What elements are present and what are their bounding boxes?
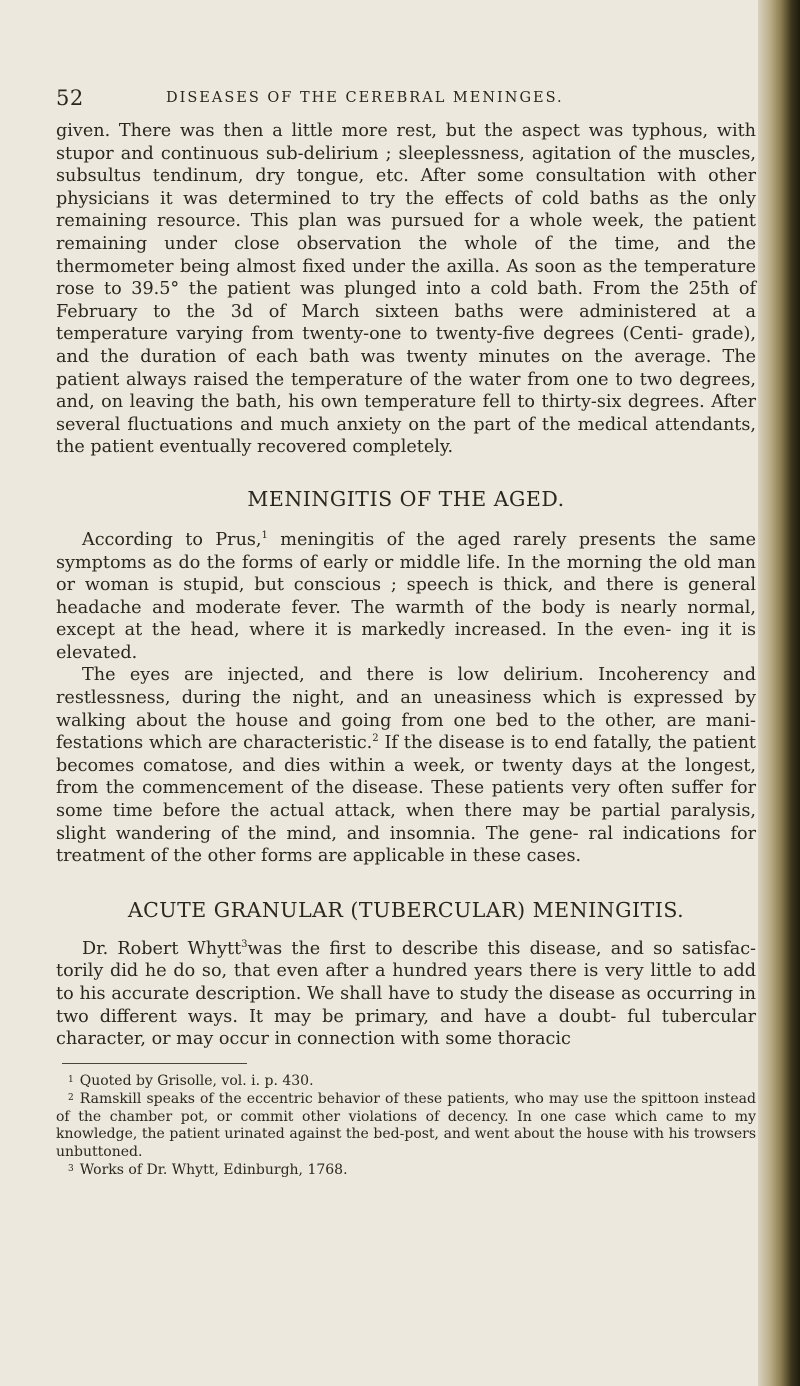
footnote-3: [56, 1161, 756, 1180]
footnote-text: Ramskill speaks of the eccentric behavior of these patients, who may use the spittoon instead of the chamber pot, or commit other violations of decency. In one case which came to my knowledge, the patient urinated against the bed-post, and went about the house with his trowsers unbuttoned.: [56, 1091, 756, 1160]
footnote-1: [56, 1072, 756, 1091]
section-heading-acute: ACUTE GRANULAR (TUBERCULAR) MENINGITIS.: [127, 897, 685, 922]
paragraph-aged-2: [56, 664, 756, 867]
page-number: 52: [56, 86, 84, 110]
running-head: [56, 86, 756, 116]
footnote-ref-1[interactable]: 1: [261, 529, 268, 541]
paragraph-aged-1: [56, 529, 756, 665]
text-segment: The eyes are injected, and there is low delirium. Incoherency and restlessness, during the night, and an uneasiness which is expressed by walking about the house and going from one bed to the other, are mani- festations which are characteristic.: [56, 665, 756, 754]
paragraph-acute-1: [56, 938, 756, 1051]
footnotes: [56, 1072, 756, 1180]
section-heading-aged: MENINGITIS OF THE AGED.: [247, 486, 565, 511]
page-edge-shadow: [758, 0, 800, 1386]
text-segment: Dr. Robert Whytt: [82, 938, 242, 959]
paragraph-intro: given. There was then a little more rest, but the aspect was typhous, with stupor and continuous sub-delirium ; sleeplessness, agitation of the muscles, subsultus tendinum, dry tongue, etc. After some consultation with other physicians it was determined to try the effects of cold baths as the only remaining resource. This plan was pursued for a whole week, the patient remaining under close observation the whole of the time, and the thermometer being almost fixed under the axilla. As soon as the temperature rose to 39.5° the patient was plunged into a cold bath. From the 25th of February to the 3d of March sixteen baths were administered at a temperature varying from twenty-one to twenty-five degrees (Centi- grade), and the duration of each bath was twenty minutes on the average. The patient always raised the temperature of the water from one to two degrees, and, on leaving the bath, his own temperature fell to thirty-six degrees. After several fluctuations and much anxiety on the part of the medical attendants, the patient eventually recovered completely.: [56, 121, 756, 458]
footnote-divider: [62, 1063, 247, 1064]
footnote-mark: 3: [68, 1164, 74, 1175]
book-page: [56, 86, 756, 1180]
text-segment: If the disease is to end fatally, the patient becomes comatose, and dies within a week, or twenty days at the longest, from the commencement of the disease. These patients very often suffer for some time before the actual attack, when there may be partial paralysis, slight wandering of the mind, and insomnia. The gene- ral indications for treatment of the other forms are applicable in these cases.: [56, 733, 756, 867]
footnote-ref-2[interactable]: 2: [372, 733, 379, 745]
footnote-text: Quoted by Grisolle, vol. i. p. 430.: [79, 1072, 314, 1089]
text-segment: was the first to describe this disease, and so satisfac- torily did he do so, that even after a hundred years there is very little to add to his accurate description. We shall have to study the disease as occurring in two different ways. It may be primary, and have a doubt- ful tubercular character, or may occur in connection with some thoracic: [56, 938, 756, 1050]
running-title: DISEASES OF THE CEREBRAL MENINGES.: [166, 90, 564, 106]
footnote-ref-3[interactable]: 3: [241, 938, 248, 950]
footnote-mark: 2: [68, 1093, 74, 1104]
footnote-mark: 1: [68, 1074, 74, 1085]
footnote-text: Works of Dr. Whytt, Edinburgh, 1768.: [79, 1162, 348, 1179]
text-segment: According to Prus,: [82, 529, 262, 550]
footnote-2: [56, 1090, 756, 1161]
text-segment: meningitis of the aged rarely presents the same symptoms as do the forms of early or middle life. In the morning the old man or woman is stupid, but conscious ; speech is thick, and there is general headache and moderate fever. The warmth of the body is nearly normal, except at the head, where it is markedly increased. In the even- ing it is elevated.: [56, 529, 756, 663]
